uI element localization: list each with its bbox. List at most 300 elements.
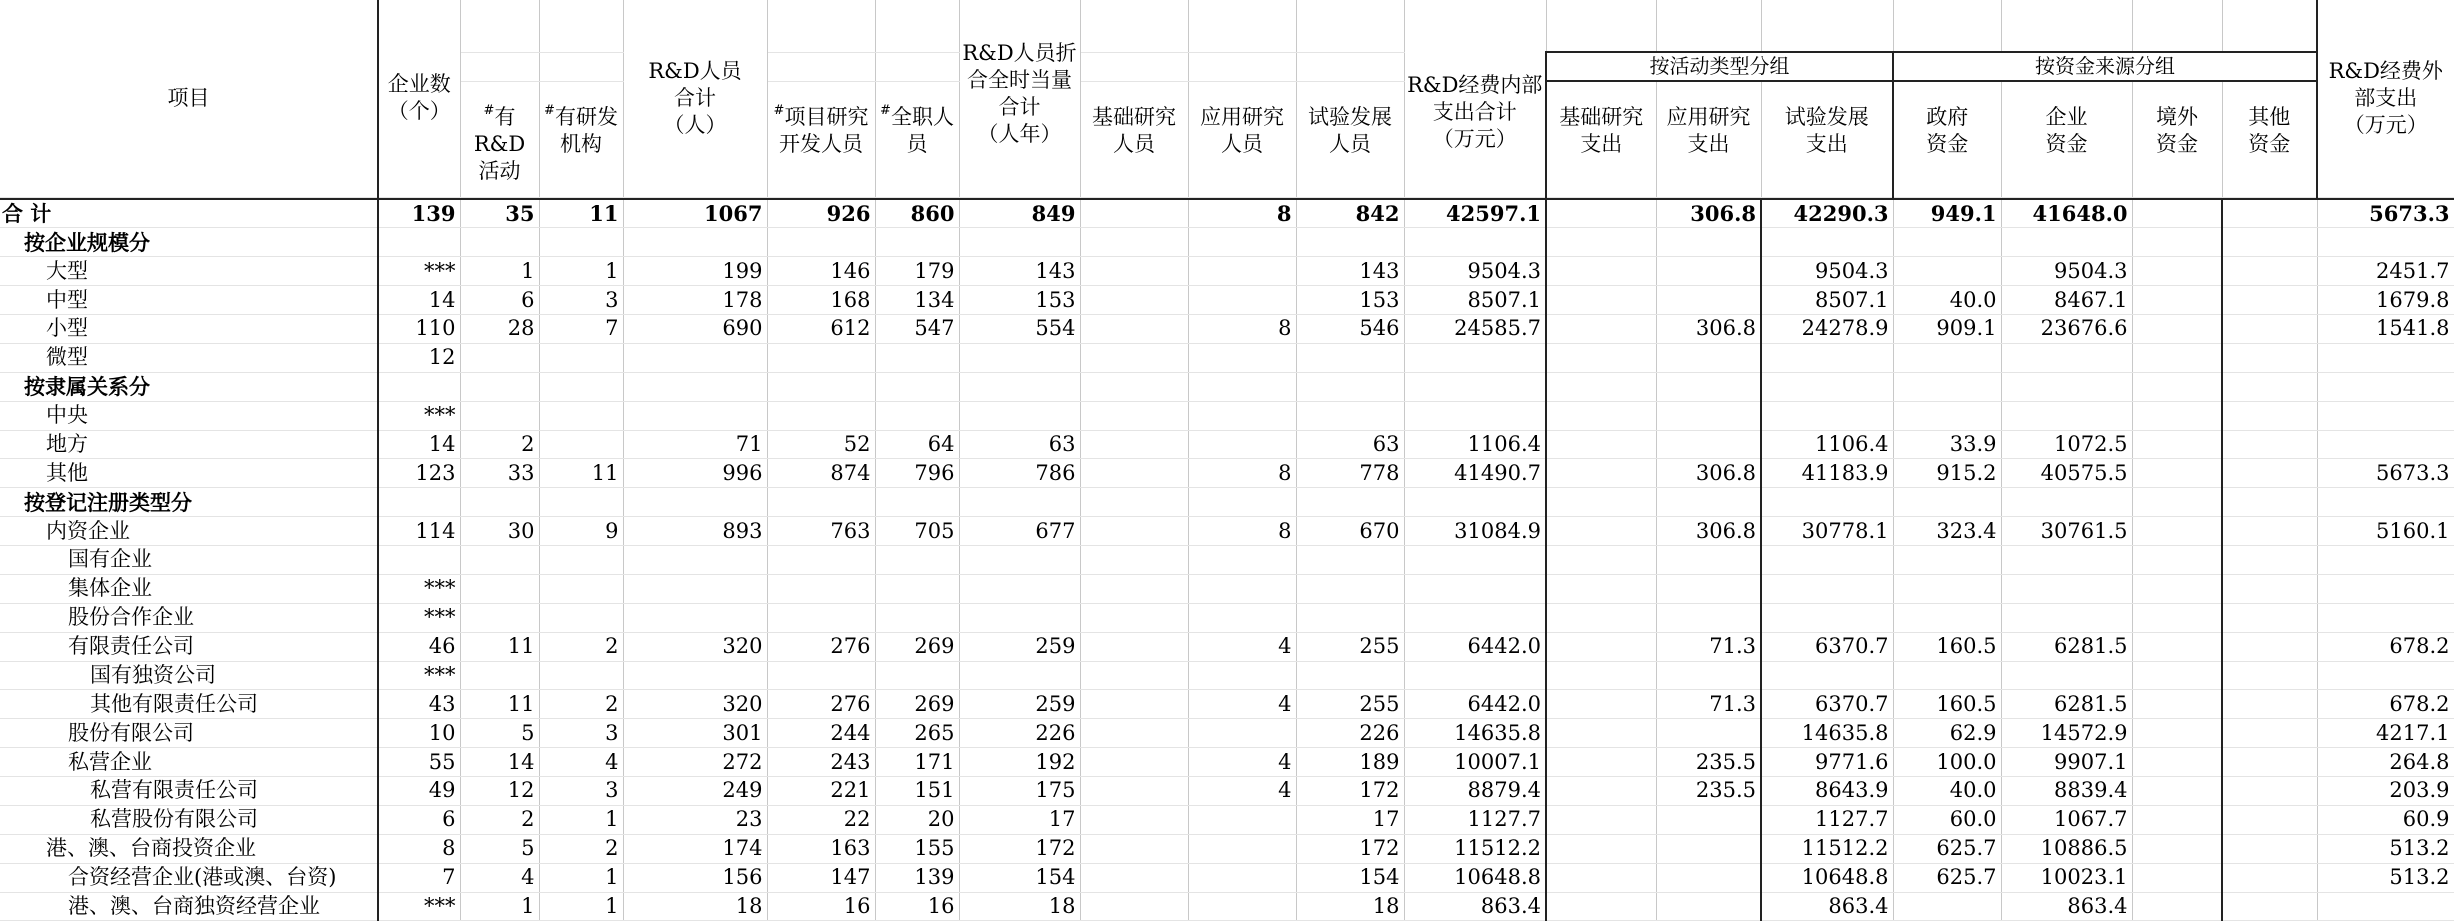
table-cell: *** (378, 603, 460, 632)
table-cell (1080, 199, 1188, 228)
table-cell: 63 (1296, 430, 1404, 459)
table-cell: 35 (460, 199, 539, 228)
table-cell (1546, 343, 1656, 372)
table-cell (539, 401, 623, 430)
table-cell (2317, 574, 2454, 603)
table-cell (959, 372, 1080, 401)
table-cell: 2 (539, 834, 623, 863)
table-cell: 9504.3 (2001, 257, 2132, 286)
table-cell: 14 (460, 748, 539, 777)
table-cell: 153 (1296, 286, 1404, 315)
table-cell (2132, 488, 2222, 517)
table-cell: *** (378, 661, 460, 690)
table-cell: 1 (460, 892, 539, 921)
table-cell: 243 (767, 748, 875, 777)
table-cell: 179 (875, 257, 959, 286)
table-cell (460, 228, 539, 257)
table-cell: 175 (959, 777, 1080, 806)
table-cell: 259 (959, 690, 1080, 719)
table-cell: 915.2 (1893, 459, 2001, 488)
table-cell: 6442.0 (1404, 632, 1546, 661)
table-cell (1188, 372, 1296, 401)
table-cell: 996 (623, 459, 767, 488)
table-cell: 7 (378, 863, 460, 892)
table-cell: 320 (623, 632, 767, 661)
table-cell (2222, 517, 2317, 546)
table-cell (539, 546, 623, 575)
table-cell: 199 (623, 257, 767, 286)
row-label: 中型 (0, 286, 378, 315)
table-cell (1893, 546, 2001, 575)
table-cell (539, 430, 623, 459)
table-cell (2222, 892, 2317, 921)
table-cell (875, 546, 959, 575)
table-cell: 3 (539, 719, 623, 748)
table-cell: 276 (767, 690, 875, 719)
table-cell: 5 (460, 834, 539, 863)
table-cell (539, 372, 623, 401)
table-cell: 155 (875, 834, 959, 863)
table-cell (2317, 401, 2454, 430)
header-rd-staff-total: R&D人员 合计 （人） (623, 0, 767, 197)
table-cell: 5673.3 (2317, 459, 2454, 488)
table-cell (1404, 603, 1546, 632)
table-cell: *** (378, 401, 460, 430)
table-cell: *** (378, 574, 460, 603)
table-cell: 3 (539, 286, 623, 315)
table-cell (2222, 632, 2317, 661)
table-row (0, 517, 2454, 546)
table-cell (1893, 574, 2001, 603)
table-cell (2132, 805, 2222, 834)
table-cell (2222, 719, 2317, 748)
table-cell: 235.5 (1656, 777, 1761, 806)
table-cell (1546, 719, 1656, 748)
table-cell: 323.4 (1893, 517, 2001, 546)
table-cell: 4 (460, 863, 539, 892)
table-cell: 10023.1 (2001, 863, 2132, 892)
table-cell: 14635.8 (1404, 719, 1546, 748)
table-cell (1893, 228, 2001, 257)
table-cell: 8 (378, 834, 460, 863)
header-has-org: #有研发 机构 (539, 81, 623, 197)
table-cell (1296, 546, 1404, 575)
table-cell: 4217.1 (2317, 719, 2454, 748)
table-cell: 513.2 (2317, 863, 2454, 892)
table-cell: 192 (959, 748, 1080, 777)
table-cell: 154 (959, 863, 1080, 892)
table-cell (1893, 603, 2001, 632)
table-cell: 60.9 (2317, 805, 2454, 834)
table-row (0, 430, 2454, 459)
table-cell (1080, 690, 1188, 719)
table-cell (539, 488, 623, 517)
row-label: 股份有限公司 (0, 719, 378, 748)
header-has-rd: #有R&D 活动 (460, 81, 539, 197)
table-cell: 172 (1296, 777, 1404, 806)
table-cell (1080, 257, 1188, 286)
table-cell: 513.2 (2317, 834, 2454, 863)
header-project-staff: #项目研究 开发人员 (767, 81, 875, 197)
table-cell (2222, 603, 2317, 632)
table-cell: 301 (623, 719, 767, 748)
row-label: 有限责任公司 (0, 632, 378, 661)
row-label: 按隶属关系分 (0, 372, 378, 401)
table-cell: 123 (378, 459, 460, 488)
table-cell (2132, 892, 2222, 921)
table-cell (767, 574, 875, 603)
table-cell (1404, 228, 1546, 257)
table-row (0, 546, 2454, 575)
table-cell: 40575.5 (2001, 459, 2132, 488)
table-cell (2222, 286, 2317, 315)
table-cell (1404, 343, 1546, 372)
table-cell (1296, 488, 1404, 517)
table-cell (2001, 661, 2132, 690)
table-cell (1080, 863, 1188, 892)
table-cell: 52 (767, 430, 875, 459)
table-cell: 28 (460, 315, 539, 344)
table-cell: 20 (875, 805, 959, 834)
table-cell: 705 (875, 517, 959, 546)
table-cell (1080, 805, 1188, 834)
table-cell (2132, 632, 2222, 661)
row-label: 私营股份有限公司 (0, 805, 378, 834)
table-cell (1656, 834, 1761, 863)
row-label: 合 计 (0, 199, 378, 228)
table-cell: 156 (623, 863, 767, 892)
table-cell (2222, 343, 2317, 372)
table-cell (1188, 546, 1296, 575)
header-fte: R&D人员折 合全时当量 合计 （人年） (959, 0, 1080, 197)
table-cell (1080, 892, 1188, 921)
table-cell: 6281.5 (2001, 690, 2132, 719)
table-row (0, 286, 2454, 315)
table-cell: 5 (460, 719, 539, 748)
table-row (0, 372, 2454, 401)
table-cell (539, 661, 623, 690)
table-cell (1546, 459, 1656, 488)
table-row (0, 690, 2454, 719)
table-cell: 143 (1296, 257, 1404, 286)
table-row (0, 805, 2454, 834)
row-label: 中央 (0, 401, 378, 430)
table-row (0, 777, 2454, 806)
table-cell (1656, 892, 1761, 921)
table-cell: 24585.7 (1404, 315, 1546, 344)
table-cell: 163 (767, 834, 875, 863)
table-cell: 249 (623, 777, 767, 806)
table-cell (1546, 805, 1656, 834)
table-cell: 16 (767, 892, 875, 921)
table-cell: 8507.1 (1404, 286, 1546, 315)
table-cell: 5160.1 (2317, 517, 2454, 546)
table-cell: 154 (1296, 863, 1404, 892)
table-cell (1656, 805, 1761, 834)
table-cell: 160.5 (1893, 632, 2001, 661)
table-cell: 14 (378, 430, 460, 459)
table-cell (959, 661, 1080, 690)
row-label: 地方 (0, 430, 378, 459)
table-cell (1188, 430, 1296, 459)
table-cell: 235.5 (1656, 748, 1761, 777)
header-internal-expenditure: R&D经费内部 支出合计 （万元） (1404, 0, 1546, 197)
table-cell (2001, 488, 2132, 517)
table-cell (623, 372, 767, 401)
table-cell: 554 (959, 315, 1080, 344)
table-cell: 1127.7 (1404, 805, 1546, 834)
table-cell (2132, 690, 2222, 719)
table-cell (1546, 863, 1656, 892)
table-cell: 30778.1 (1761, 517, 1893, 546)
table-cell: 9907.1 (2001, 748, 2132, 777)
table-cell: 42597.1 (1404, 199, 1546, 228)
table-cell: 60.0 (1893, 805, 2001, 834)
table-cell (767, 343, 875, 372)
table-cell (623, 603, 767, 632)
table-cell: 863.4 (2001, 892, 2132, 921)
table-cell: 1106.4 (1404, 430, 1546, 459)
table-cell (1546, 574, 1656, 603)
table-cell: 41648.0 (2001, 199, 2132, 228)
table-cell (1546, 430, 1656, 459)
table-cell (1546, 690, 1656, 719)
table-cell: 24278.9 (1761, 315, 1893, 344)
table-cell: 221 (767, 777, 875, 806)
table-cell (623, 401, 767, 430)
row-label: 大型 (0, 257, 378, 286)
table-cell (2317, 228, 2454, 257)
table-cell: 670 (1296, 517, 1404, 546)
table-cell: 2451.7 (2317, 257, 2454, 286)
table-cell: 2 (460, 430, 539, 459)
table-cell (1080, 228, 1188, 257)
table-cell (767, 661, 875, 690)
table-cell (1761, 343, 1893, 372)
table-cell: 8839.4 (2001, 777, 2132, 806)
table-cell: 1067 (623, 199, 767, 228)
table-cell (1546, 517, 1656, 546)
table-cell (2222, 690, 2317, 719)
table-cell (2132, 834, 2222, 863)
table-cell (2001, 574, 2132, 603)
table-cell: 678.2 (2317, 690, 2454, 719)
table-cell: 1 (539, 257, 623, 286)
table-cell (1546, 257, 1656, 286)
table-cell (1188, 719, 1296, 748)
table-cell: 6281.5 (2001, 632, 2132, 661)
table-cell: 174 (623, 834, 767, 863)
table-cell: 6 (460, 286, 539, 315)
table-cell: 306.8 (1656, 199, 1761, 228)
table-cell: 14635.8 (1761, 719, 1893, 748)
table-cell (2132, 315, 2222, 344)
table-cell (1080, 517, 1188, 546)
table-cell (460, 603, 539, 632)
header-gov-fund: 政府 资金 (1893, 81, 2001, 197)
table-cell (1761, 401, 1893, 430)
table-cell: 226 (959, 719, 1080, 748)
table-row (0, 661, 2454, 690)
table-cell: 9504.3 (1761, 257, 1893, 286)
table-cell: 2 (539, 632, 623, 661)
table-cell (2222, 228, 2317, 257)
table-cell: 8 (1188, 199, 1296, 228)
table-cell: 269 (875, 632, 959, 661)
table-cell: 49 (378, 777, 460, 806)
table-cell: 33.9 (1893, 430, 2001, 459)
table-cell: 41490.7 (1404, 459, 1546, 488)
table-cell: 4 (1188, 748, 1296, 777)
table-cell: 18 (623, 892, 767, 921)
table-cell: 778 (1296, 459, 1404, 488)
table-cell (1080, 603, 1188, 632)
table-cell: 8643.9 (1761, 777, 1893, 806)
table-cell (2317, 661, 2454, 690)
table-cell: 863.4 (1404, 892, 1546, 921)
table-cell: 63 (959, 430, 1080, 459)
table-cell: 9771.6 (1761, 748, 1893, 777)
table-cell (875, 603, 959, 632)
table-cell (875, 488, 959, 517)
table-cell (2222, 257, 2317, 286)
table-cell (2001, 603, 2132, 632)
row-label: 按登记注册类型分 (0, 488, 378, 517)
table-cell: 14572.9 (2001, 719, 2132, 748)
table-cell (1296, 372, 1404, 401)
table-cell (1656, 863, 1761, 892)
table-cell (1188, 805, 1296, 834)
table-cell (2222, 661, 2317, 690)
header-item: 项目 (0, 0, 378, 197)
table-cell (2317, 430, 2454, 459)
table-cell: 8 (1188, 459, 1296, 488)
table-cell: 30 (460, 517, 539, 546)
table-cell (623, 343, 767, 372)
table-cell: 1541.8 (2317, 315, 2454, 344)
header-applied-expenditure: 应用研究 支出 (1656, 81, 1761, 197)
table-cell (1893, 661, 2001, 690)
table-cell (1188, 343, 1296, 372)
table-cell: 71 (623, 430, 767, 459)
table-cell (2132, 343, 2222, 372)
table-cell (875, 574, 959, 603)
table-cell: 43 (378, 690, 460, 719)
table-cell (959, 401, 1080, 430)
table-cell: 926 (767, 199, 875, 228)
table-cell (1656, 574, 1761, 603)
table-cell (959, 546, 1080, 575)
table-cell: 160.5 (1893, 690, 2001, 719)
table-cell: 272 (623, 748, 767, 777)
row-label: 国有企业 (0, 546, 378, 575)
table-cell: 143 (959, 257, 1080, 286)
table-cell (2132, 603, 2222, 632)
table-cell (2132, 199, 2222, 228)
row-label: 其他 (0, 459, 378, 488)
table-cell: 612 (767, 315, 875, 344)
header-group-source: 按资金来源分组 (1893, 52, 2317, 81)
table-cell (1893, 372, 2001, 401)
table-cell (460, 401, 539, 430)
table-cell (1893, 343, 2001, 372)
table-cell (1188, 892, 1296, 921)
table-cell: 547 (875, 315, 959, 344)
table-cell: 11 (460, 690, 539, 719)
table-cell (1080, 401, 1188, 430)
table-cell (2001, 343, 2132, 372)
table-cell (1656, 488, 1761, 517)
table-cell: 40.0 (1893, 286, 2001, 315)
table-cell (1296, 228, 1404, 257)
row-label: 集体企业 (0, 574, 378, 603)
table-cell: 114 (378, 517, 460, 546)
table-cell (1656, 257, 1761, 286)
table-row (0, 315, 2454, 344)
table-cell (1188, 661, 1296, 690)
table-cell: 172 (959, 834, 1080, 863)
table-row (0, 257, 2454, 286)
table-cell: 2 (539, 690, 623, 719)
table-cell: 10648.8 (1404, 863, 1546, 892)
table-cell: 171 (875, 748, 959, 777)
table-cell (623, 546, 767, 575)
table-cell (1188, 488, 1296, 517)
table-cell (1656, 286, 1761, 315)
table-cell: 55 (378, 748, 460, 777)
table-row (0, 343, 2454, 372)
table-cell (1188, 401, 1296, 430)
table-cell: 863.4 (1761, 892, 1893, 921)
row-label: 小型 (0, 315, 378, 344)
table-cell: 10886.5 (2001, 834, 2132, 863)
table-cell (1404, 401, 1546, 430)
table-cell (1546, 603, 1656, 632)
table-cell (1761, 372, 1893, 401)
table-cell: 18 (1296, 892, 1404, 921)
table-cell (2132, 372, 2222, 401)
table-cell: 8467.1 (2001, 286, 2132, 315)
table-cell (1080, 834, 1188, 863)
table-cell: 259 (959, 632, 1080, 661)
table-cell: 10007.1 (1404, 748, 1546, 777)
table-cell (2222, 834, 2317, 863)
table-cell (1546, 892, 1656, 921)
table-cell: 62.9 (1893, 719, 2001, 748)
table-cell (623, 488, 767, 517)
table-cell (623, 574, 767, 603)
table-cell (539, 574, 623, 603)
table-cell: 893 (623, 517, 767, 546)
table-cell (2222, 372, 2317, 401)
table-cell (1893, 257, 2001, 286)
table-cell: 7 (539, 315, 623, 344)
table-cell (2132, 574, 2222, 603)
table-cell: 677 (959, 517, 1080, 546)
table-cell: 226 (1296, 719, 1404, 748)
table-cell: 14 (378, 286, 460, 315)
table-cell (460, 661, 539, 690)
table-cell: 8879.4 (1404, 777, 1546, 806)
table-cell (2317, 488, 2454, 517)
table-cell (1656, 372, 1761, 401)
table-cell: 100.0 (1893, 748, 2001, 777)
table-cell (1404, 574, 1546, 603)
table-cell: *** (378, 892, 460, 921)
table-row (0, 719, 2454, 748)
table-cell: 8 (1188, 517, 1296, 546)
table-cell: 678.2 (2317, 632, 2454, 661)
